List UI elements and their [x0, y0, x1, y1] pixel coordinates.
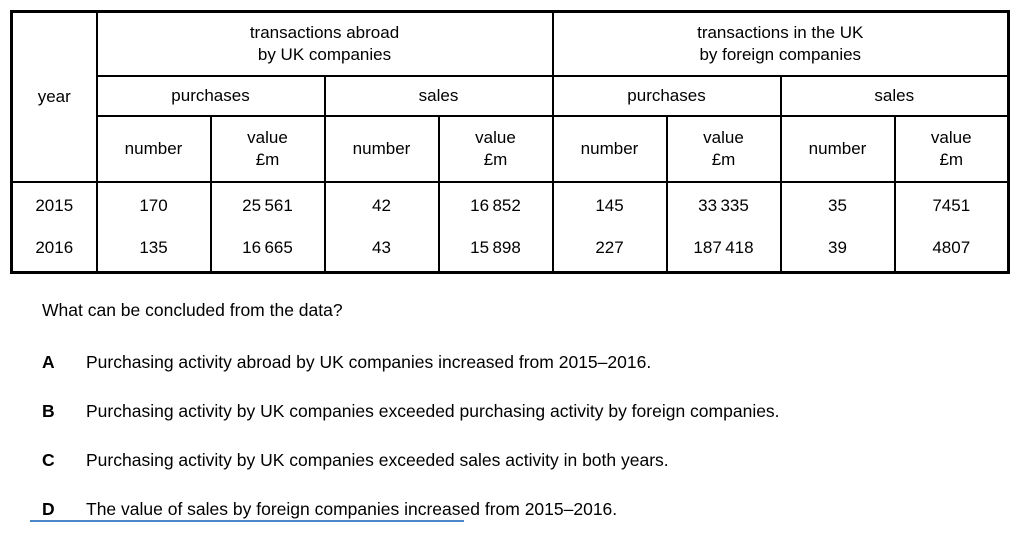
value-2015: 35 [828, 195, 847, 215]
option-d-text: The value of sales by foreign companies increased from 2015–2016. [86, 499, 618, 519]
subheader-foreign-sales: sales [781, 76, 1009, 116]
bottom-divider [30, 520, 464, 522]
question-prompt: What can be concluded from the data? [42, 300, 343, 320]
cell-foreign-sales-number [781, 182, 895, 273]
value-2015: 170 [139, 195, 168, 215]
option-a [42, 352, 1002, 373]
year-2015: 2015 [35, 195, 74, 215]
cell-abroad-purchases-number [97, 182, 211, 273]
year-column-header: year [12, 12, 97, 182]
colheader-value-1 [211, 116, 325, 182]
cell-foreign-purchases-value [667, 182, 781, 273]
question-block [42, 300, 1002, 548]
cell-foreign-purchases-number [553, 182, 667, 273]
value-2016: 39 [828, 237, 847, 257]
pound-m-label: £m [483, 149, 508, 169]
value-2016: 15 898 [470, 237, 521, 257]
value-2015: 25 561 [242, 195, 293, 215]
colheader-number-2: number [325, 116, 439, 182]
value-2016: 227 [595, 237, 624, 257]
value-label: value [703, 127, 744, 147]
cell-foreign-sales-value [895, 182, 1009, 273]
group-header-abroad-line2: by UK companies [257, 44, 392, 64]
cell-abroad-purchases-value [211, 182, 325, 273]
option-d-letter: D [42, 499, 55, 519]
colheader-number-1: number [97, 116, 211, 182]
subheader-abroad-sales: sales [325, 76, 553, 116]
option-c [42, 450, 1002, 471]
group-header-uk-foreign [553, 12, 1009, 76]
subheader-foreign-purchases: purchases [553, 76, 781, 116]
option-a-text: Purchasing activity abroad by UK companies increased from 2015–2016. [86, 352, 652, 372]
colheader-value-3 [667, 116, 781, 182]
value-label: value [475, 127, 516, 147]
pound-m-label: £m [255, 149, 280, 169]
cell-years [12, 182, 97, 273]
value-2016: 4807 [932, 237, 971, 257]
option-d [42, 499, 1002, 520]
value-label: value [247, 127, 288, 147]
value-2016: 135 [139, 237, 168, 257]
colheader-number-3: number [553, 116, 667, 182]
option-c-letter: C [42, 450, 55, 470]
option-b [42, 401, 1002, 422]
option-b-text: Purchasing activity by UK companies exceeded purchasing activity by foreign companies. [86, 401, 780, 421]
option-c-text: Purchasing activity by UK companies exceeded sales activity in both years. [86, 450, 669, 470]
value-2015: 145 [595, 195, 624, 215]
cell-abroad-sales-value [439, 182, 553, 273]
colheader-value-2 [439, 116, 553, 182]
option-a-letter: A [42, 352, 55, 372]
value-2016: 43 [372, 237, 391, 257]
value-2015: 16 852 [470, 195, 521, 215]
cell-abroad-sales-number [325, 182, 439, 273]
subheader-abroad-purchases: purchases [97, 76, 325, 116]
pound-m-label: £m [711, 149, 736, 169]
year-2016: 2016 [35, 237, 74, 257]
transactions-table [10, 10, 1010, 274]
group-header-abroad-line1: transactions abroad [249, 22, 400, 42]
group-header-foreign-line1: transactions in the UK [697, 22, 864, 42]
colheader-number-4: number [781, 116, 895, 182]
group-header-abroad-uk [97, 12, 553, 76]
value-label: value [930, 127, 972, 147]
colheader-value-4 [895, 116, 1009, 182]
value-2015: 42 [372, 195, 391, 215]
value-2016: 16 665 [242, 237, 293, 257]
value-2016: 187 418 [693, 237, 754, 257]
value-2015: 33 335 [698, 195, 749, 215]
pound-m-label: £m [939, 149, 964, 169]
group-header-foreign-line2: by foreign companies [699, 44, 862, 64]
option-b-letter: B [42, 401, 55, 421]
value-2015: 7451 [932, 195, 971, 215]
